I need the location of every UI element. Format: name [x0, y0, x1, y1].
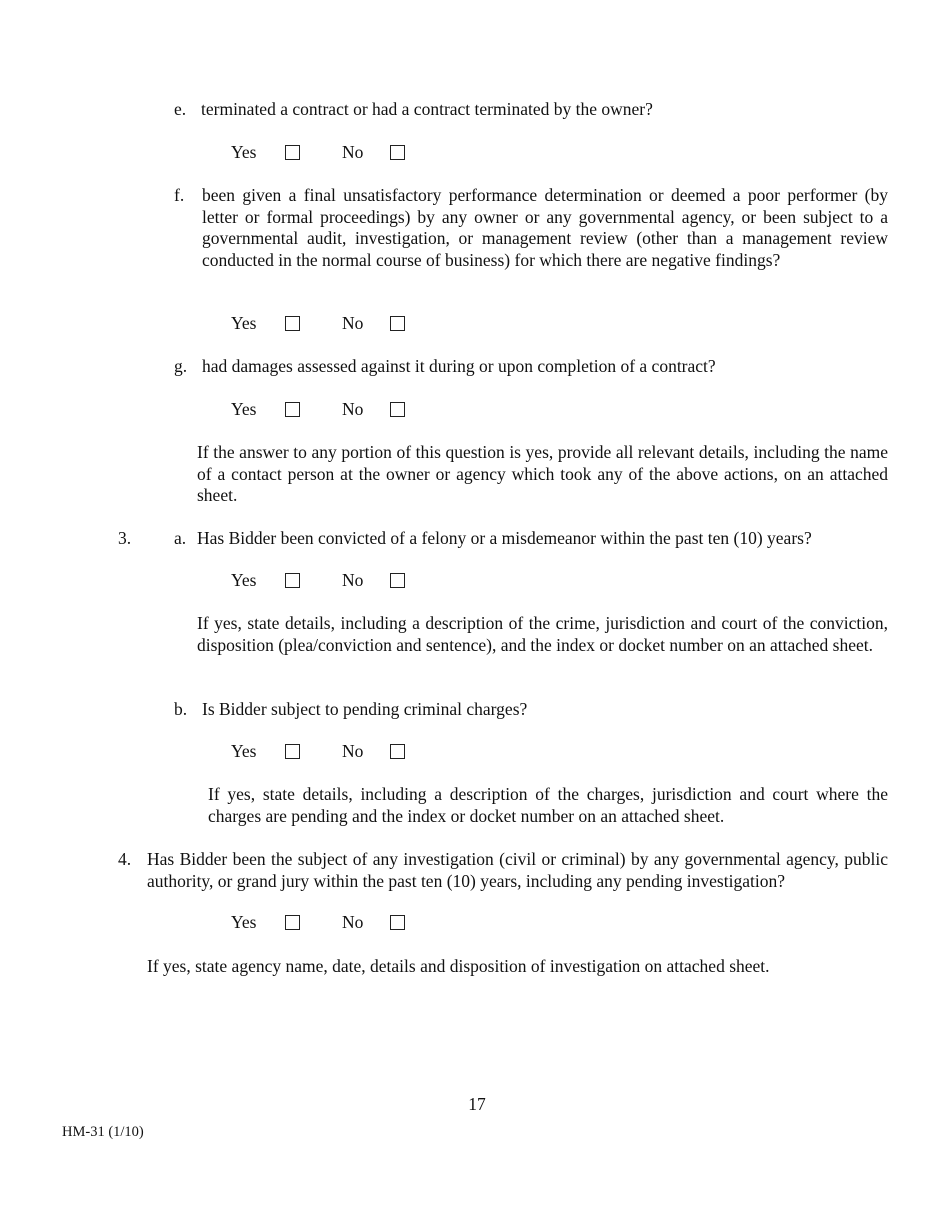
- item-f-label: f.: [174, 185, 185, 205]
- yes-label: Yes: [231, 741, 257, 761]
- question-4-number: 4.: [118, 849, 132, 869]
- question-4-yes-checkbox[interactable]: [285, 915, 300, 930]
- question-3a-text: Has Bidder been convicted of a felony or a misdemeanor within the past ten (10) years?: [197, 528, 812, 548]
- question-4-no-checkbox[interactable]: [390, 915, 405, 930]
- yes-label: Yes: [231, 912, 257, 932]
- no-label: No: [342, 142, 364, 162]
- yes-label: Yes: [231, 313, 257, 333]
- item-f-yes-checkbox[interactable]: [285, 316, 300, 331]
- item-g-yes-checkbox[interactable]: [285, 402, 300, 417]
- question-4-note: If yes, state agency name, date, details and disposition of investigation on attached sheet.: [147, 956, 770, 976]
- item-e-no-checkbox[interactable]: [390, 145, 405, 160]
- no-label: No: [342, 570, 364, 590]
- question-3b-note: If yes, state details, including a description of the charges, jurisdiction and court where the charges are pending and the index or docket number on an attached sheet.: [208, 784, 888, 826]
- no-label: No: [342, 912, 364, 932]
- item-g-no-checkbox[interactable]: [390, 402, 405, 417]
- item-e-label: e.: [174, 99, 187, 119]
- no-label: No: [342, 399, 364, 419]
- item-e-text: terminated a contract or had a contract terminated by the owner?: [201, 99, 653, 119]
- question-3-number: 3.: [118, 528, 132, 548]
- form-code: HM-31 (1/10): [62, 1124, 144, 1140]
- yes-label: Yes: [231, 399, 257, 419]
- item-g-label: g.: [174, 356, 188, 376]
- item-f-text: been given a final unsatisfactory performance determination or deemed a poor performer (by letter or formal proceedings) by any owner or any governmental agency, or been subject to a governmental audit, investigation, or management review (other than a management review conducted in the normal course of business) for which there are negative findings?: [202, 185, 888, 270]
- item-e-yes-checkbox[interactable]: [285, 145, 300, 160]
- question-2-note: If the answer to any portion of this question is yes, provide all relevant details, including the name of a contact person at the owner or agency which took any of the above actions, on an attached sheet.: [197, 442, 888, 505]
- question-3a-note: If yes, state details, including a description of the crime, jurisdiction and court of the conviction, disposition (plea/conviction and sentence), and the index or docket number on an attached sheet.: [197, 613, 906, 655]
- no-label: No: [342, 313, 364, 333]
- item-g-text: had damages assessed against it during or upon completion of a contract?: [202, 356, 716, 376]
- item-f-no-checkbox[interactable]: [390, 316, 405, 331]
- no-label: No: [342, 741, 364, 761]
- question-3a-no-checkbox[interactable]: [390, 573, 405, 588]
- question-3b-text: Is Bidder subject to pending criminal charges?: [202, 699, 528, 719]
- question-3b-label: b.: [174, 699, 188, 719]
- yes-label: Yes: [231, 142, 257, 162]
- question-3a-yes-checkbox[interactable]: [285, 573, 300, 588]
- question-3b-no-checkbox[interactable]: [390, 744, 405, 759]
- yes-label: Yes: [231, 570, 257, 590]
- question-3b-yes-checkbox[interactable]: [285, 744, 300, 759]
- question-3a-label: a.: [174, 528, 187, 548]
- page-number: 17: [468, 1094, 486, 1114]
- question-4-text: Has Bidder been the subject of any investigation (civil or criminal) by any governmental agency, public authority, or grand jury within the past ten (10) years, including any pending investigation?: [147, 849, 888, 891]
